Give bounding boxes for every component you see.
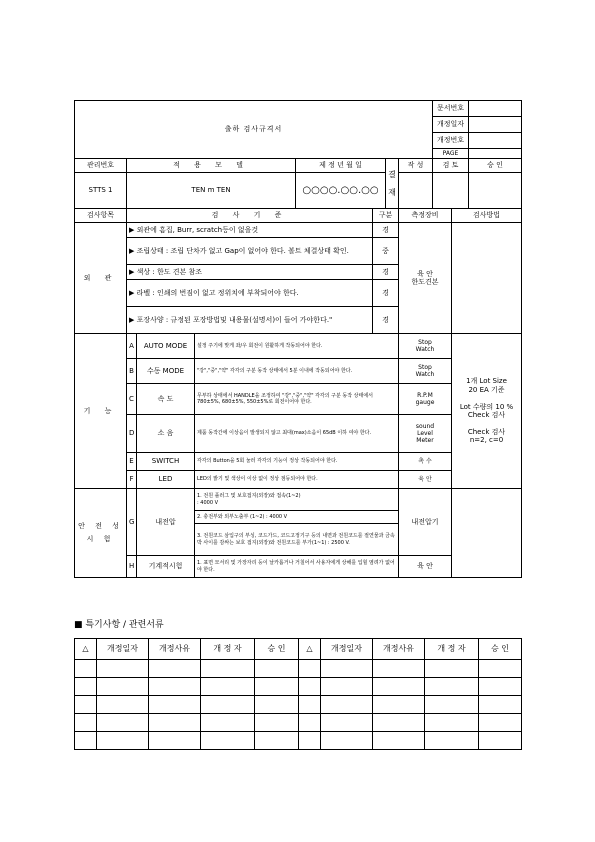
safety-method (452, 489, 522, 578)
revision-cell (201, 714, 255, 732)
revision-column-header: 개정사유 (373, 639, 425, 660)
appearance-criterion: ▶ 외관에 흠집, Burr, scratch등이 없을것 (127, 223, 373, 238)
item-description: 1. 표면 모서리 및 가장자리 등이 날카롭거나 거칠어서 사용자에게 상해를 입힐 염려가 없어야 한다. (195, 556, 399, 578)
approval-sign-box (433, 173, 469, 209)
item-code: B (127, 359, 137, 384)
meta-label: 문서번호 (433, 101, 469, 117)
revision-cell (299, 660, 321, 678)
item-code: C (127, 384, 137, 415)
appearance-grade: 경 (373, 307, 399, 334)
info-head: 제 정 년 월 일 (296, 159, 386, 173)
revision-cell (97, 732, 149, 750)
item-description: "강","중","약" 각각의 구분 동작 상태에서 5분 이내에 작동되어야 한다. (195, 359, 399, 384)
spec-head: 검사방법 (452, 209, 522, 223)
revision-column-header: 개정일자 (97, 639, 149, 660)
revision-row (75, 696, 522, 714)
revision-cell (149, 678, 201, 696)
revision-cell (321, 678, 373, 696)
revision-cell (373, 696, 425, 714)
category-safety: 안 전 성 시 험 (75, 489, 127, 578)
revision-cell (75, 714, 97, 732)
revision-column-header: 승 인 (479, 639, 522, 660)
inspection-spec-sheet (74, 100, 522, 578)
revision-column-header: 개 정 자 (425, 639, 479, 660)
revision-column-header: 개정사유 (149, 639, 201, 660)
item-description: 무부하 상태에서 HANDLE을 조정하여 "강","중","약" 각각의 구분 동작 상태에서 780±5%, 680±5%, 550±5%로 회전이어야 한다. (195, 384, 399, 415)
meta-value (469, 117, 522, 133)
approval-head: 승 인 (469, 159, 522, 173)
item-name: AUTO MODE (137, 334, 195, 359)
revision-cell (201, 696, 255, 714)
revision-column-header: △ (75, 639, 97, 660)
approval-head: 작 성 (399, 159, 433, 173)
item-equipment: 내전압기 (399, 489, 452, 556)
revision-cell (97, 678, 149, 696)
item-code: A (127, 334, 137, 359)
revision-cell (201, 678, 255, 696)
revision-cell (255, 732, 299, 750)
appearance-equipment: 육 안 한도견본 (399, 223, 452, 334)
item-equipment: 육 안 (399, 471, 452, 489)
revision-cell (97, 696, 149, 714)
item-name: SWITCH (137, 453, 195, 471)
revision-cell (425, 660, 479, 678)
revision-row (75, 678, 522, 696)
revision-cell (479, 678, 522, 696)
revision-cell (373, 678, 425, 696)
item-code: E (127, 453, 137, 471)
spec-head: 측정장비 (399, 209, 452, 223)
revision-cell (149, 714, 201, 732)
revision-cell (97, 714, 149, 732)
revision-cell (479, 714, 522, 732)
approval-side-label: 결 재 (386, 159, 399, 209)
revision-cell (425, 732, 479, 750)
category-appearance: 외 관 (75, 223, 127, 334)
revision-column-header: 승 인 (255, 639, 299, 660)
item-description: 각각의 Button을 5회 눌러 각각의 기능이 정상 작동되어야 한다. (195, 453, 399, 471)
item-name: 내전압 (137, 489, 195, 556)
item-equipment: R.P.M gauge (399, 384, 452, 415)
revision-row (75, 732, 522, 750)
revision-cell (479, 660, 522, 678)
item-description: 1. 전원 플러그 및 보호접지(외장)와 접속(1~2) : 4000 V (195, 489, 399, 511)
spec-head: 검 사 기 준 (127, 209, 373, 223)
revision-cell (425, 678, 479, 696)
revision-cell (299, 732, 321, 750)
revision-column-header: 개 정 자 (201, 639, 255, 660)
item-description: 2. 충전부와 외부노출부 (1~2) : 4000 V (195, 511, 399, 524)
info-head: 관리번호 (75, 159, 127, 173)
item-name: LED (137, 471, 195, 489)
info-head: 적 용 모 델 (127, 159, 296, 173)
spec-head: 구분 (373, 209, 399, 223)
revision-cell (149, 732, 201, 750)
meta-label: PAGE (433, 149, 469, 159)
item-name: 소 음 (137, 415, 195, 453)
item-code: D (127, 415, 137, 453)
meta-value (469, 133, 522, 149)
category-function: 기 능 (75, 334, 127, 489)
revision-cell (255, 678, 299, 696)
item-description: 제품 동작간에 이상음이 발생되지 않고 최대(max)소음이 65dB 이하 여야 한다. (195, 415, 399, 453)
meta-value (469, 149, 522, 159)
revision-cell (255, 714, 299, 732)
revision-cell (75, 696, 97, 714)
revision-cell (299, 678, 321, 696)
notes-heading: ■ 특기사항 / 관련서류 (74, 620, 164, 630)
revision-cell (149, 696, 201, 714)
revision-cell (479, 696, 522, 714)
appearance-grade: 경 (373, 223, 399, 238)
revision-cell (255, 696, 299, 714)
appearance-method (452, 223, 522, 334)
item-name: 수동 MODE (137, 359, 195, 384)
revision-header-row (75, 639, 522, 660)
revision-cell (255, 660, 299, 678)
revision-cell (75, 732, 97, 750)
revision-cell (299, 714, 321, 732)
approval-head: 검 토 (433, 159, 469, 173)
appearance-criterion: ▶ 색상 : 한도 견본 참조 (127, 265, 373, 280)
appearance-criterion: ▶ 라벨 : 인쇄의 번짐이 없고 정위치에 부착되어야 한다. (127, 280, 373, 307)
meta-label: 개정일자 (433, 117, 469, 133)
item-equipment: Stop Watch (399, 334, 452, 359)
item-name: 기계적시험 (137, 556, 195, 578)
revision-cell (373, 714, 425, 732)
revision-history-table (74, 638, 522, 750)
document-title: 출하 검사규격서 (75, 101, 433, 159)
spec-head: 검사항목 (75, 209, 127, 223)
applied-model: TEN m TEN (127, 173, 296, 209)
approval-sign-box (399, 173, 433, 209)
revision-row (75, 660, 522, 678)
revision-cell (479, 732, 522, 750)
approval-sign-box (469, 173, 522, 209)
item-equipment: Stop Watch (399, 359, 452, 384)
meta-value (469, 101, 522, 117)
appearance-grade: 중 (373, 238, 399, 265)
appearance-grade: 경 (373, 280, 399, 307)
appearance-criterion: ▶ 조립상태 : 조립 단차가 없고 Gap이 없어야 한다. 볼트 체결상태 확인. (127, 238, 373, 265)
revision-cell (373, 732, 425, 750)
item-description: LED의 밝기 및 색상이 이상 없이 정상 점등되어야 한다. (195, 471, 399, 489)
meta-label: 개정번호 (433, 133, 469, 149)
item-equipment: 촉 수 (399, 453, 452, 471)
revision-cell (97, 660, 149, 678)
item-code: F (127, 471, 137, 489)
item-code: H (127, 556, 137, 578)
item-equipment: sound Level Meter (399, 415, 452, 453)
item-equipment: 육 안 (399, 556, 452, 578)
management-number: STTS 1 (75, 173, 127, 209)
appearance-criterion: ▶ 포장사양 : 규정된 포장방법및 내용물(설명서)이 들어 가야한다." (127, 307, 373, 334)
revision-cell (373, 660, 425, 678)
revision-cell (425, 696, 479, 714)
function-method: 1개 Lot Size 20 EA 기준 Lot 수량의 10 % Check 검사 Check 검사 n=2, c=0 (452, 334, 522, 489)
revision-cell (201, 732, 255, 750)
revision-cell (201, 660, 255, 678)
revision-cell (149, 660, 201, 678)
revision-cell (321, 732, 373, 750)
item-description: 3. 전원코드 삼입구의 부싱, 코드가드, 코드고정기구 등의 내면과 전원코드를 절연물과 금속박 사이를 감싸는 보호 접지(외장)와 전원코드를 부가(1~1) : 2500 V. (195, 524, 399, 556)
revision-cell (321, 660, 373, 678)
revision-cell (321, 714, 373, 732)
revision-column-header: 개정일자 (321, 639, 373, 660)
revision-cell (75, 660, 97, 678)
revision-cell (425, 714, 479, 732)
appearance-grade: 경 (373, 265, 399, 280)
item-description: 설정 주기에 맞게 좌/우 회전이 원활하게 작동되어야 한다. (195, 334, 399, 359)
revision-row (75, 714, 522, 732)
item-code: G (127, 489, 137, 556)
item-name: 속 도 (137, 384, 195, 415)
revision-cell (321, 696, 373, 714)
established-date: ○○○○.○○.○○ (296, 173, 386, 209)
revision-cell (75, 678, 97, 696)
revision-column-header: △ (299, 639, 321, 660)
revision-cell (299, 696, 321, 714)
